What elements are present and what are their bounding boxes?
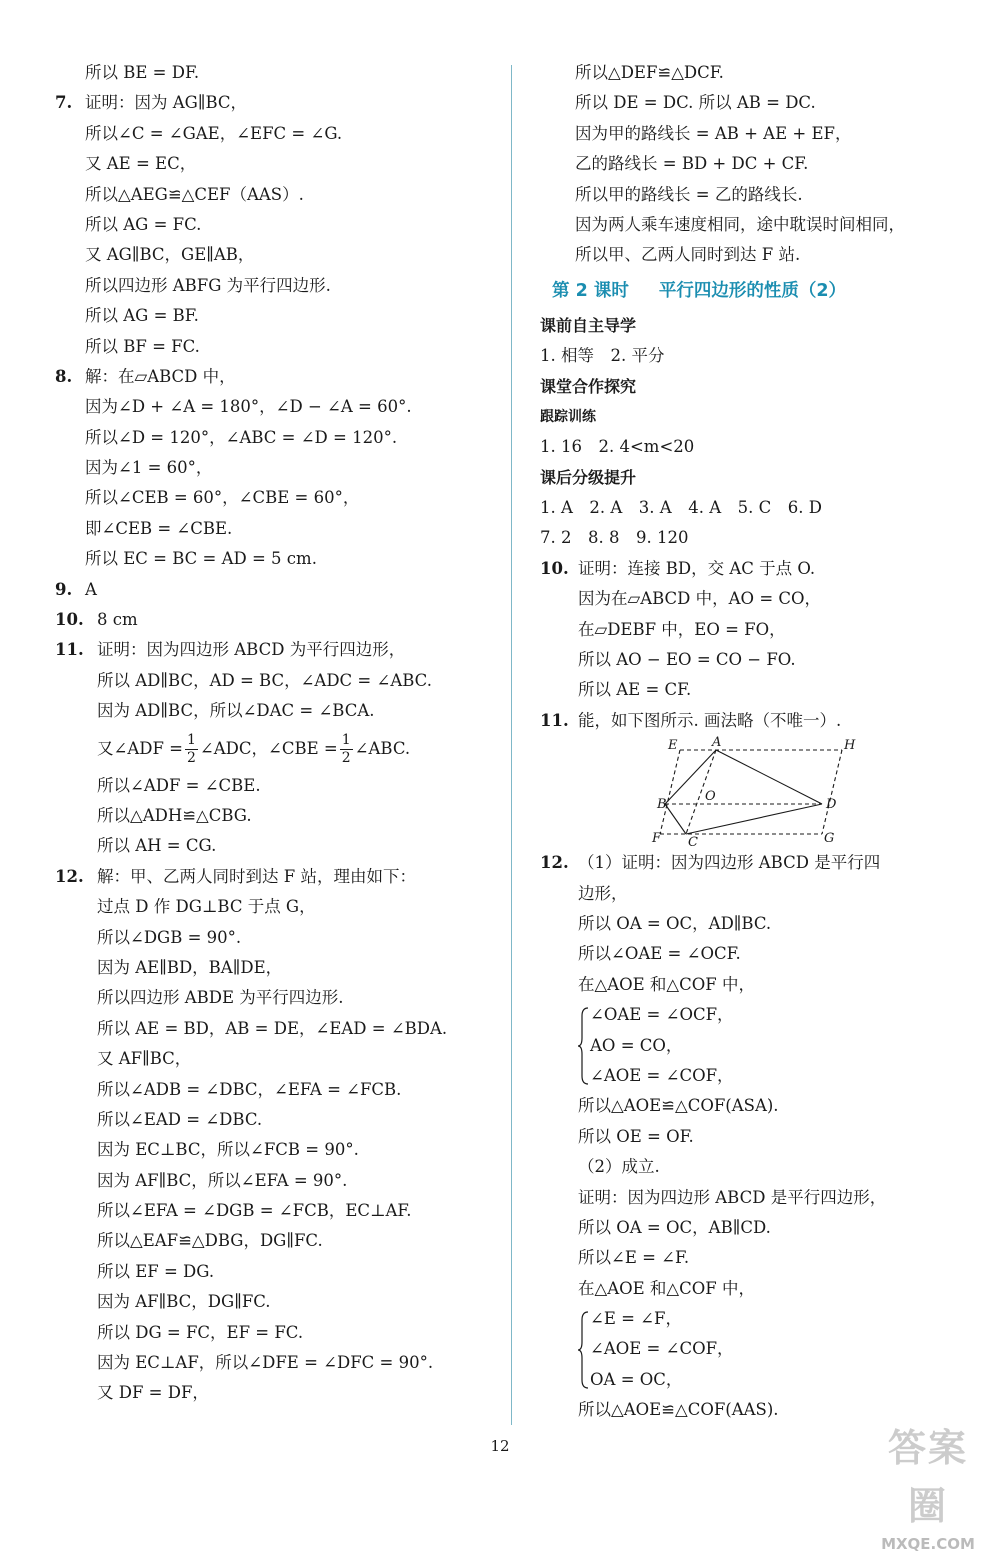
text-line: 所以 DG = FC，EF = FC.: [97, 1322, 304, 1342]
label-A: A: [712, 735, 722, 751]
text-line: 所以 DE = DC. 所以 AB = DC.: [575, 93, 816, 113]
question-9: 9. A: [55, 575, 495, 605]
text-line: 所以 AH = CG.: [97, 836, 217, 856]
question-number: 11.: [55, 640, 84, 660]
label-G: G: [824, 831, 835, 847]
text-line: 因为 AD∥BC，所以∠DAC = ∠BCA.: [97, 701, 375, 721]
column-divider: [511, 65, 512, 1425]
text-line: 因为甲的路线长 = AB + AE + EF，: [575, 123, 852, 143]
text-line: 所以 AG = FC.: [85, 214, 202, 234]
text-line: 所以 EC = BC = AD = 5 cm.: [85, 549, 317, 569]
text-line: 因为∠1 = 60°，: [85, 458, 213, 478]
text-line: 所以∠OAE = ∠OCF.: [578, 944, 741, 964]
text-line: 边形，: [578, 883, 628, 903]
section-heading: 课堂合作探究: [540, 376, 637, 396]
text-line: 所以甲的路线长 = 乙的路线长.: [575, 184, 803, 204]
text-line: 在▱DEBF 中，EO = FO，: [578, 619, 786, 639]
question-number: 10.: [540, 558, 569, 578]
answer-line: 1. 16 2. 4<m<20: [540, 437, 695, 457]
answer-line: 1. A 2. A 3. A 4. A 5. C 6. D: [540, 498, 822, 518]
text-line: 所以△DEF≌△DCF.: [575, 63, 724, 82]
label-O: O: [705, 789, 716, 805]
label-D: D: [826, 797, 837, 813]
text-line: 所以四边形 ABDE 为平行四边形.: [97, 988, 344, 1008]
text-line: 所以 AE = CF.: [578, 680, 692, 700]
text-line: 乙的路线长 = BD + DC + CF.: [575, 154, 809, 174]
text-line: 因为在▱ABCD 中，AO = CO，: [578, 589, 822, 609]
text-line: 证明：因为四边形 ABCD 是平行四边形，: [578, 1187, 887, 1207]
page-number: 12: [490, 1437, 510, 1455]
text-line: 所以四边形 ABFG 为平行四边形.: [85, 275, 331, 295]
side-CD: [686, 804, 822, 834]
parallelogram-figure: [652, 735, 860, 851]
condition-line: OA = OC，: [590, 1369, 683, 1389]
text-line: 所以△ADH≌△CBG.: [97, 805, 252, 825]
watermark-logo: 答案圈: [887, 1426, 968, 1528]
text-line: 所以△EAF≌△DBG，DG∥FC.: [97, 1231, 323, 1251]
text-line: 所以甲、乙两人同时到达 F 站.: [575, 245, 801, 265]
text-line: 所以 EF = DG.: [97, 1261, 215, 1281]
text-line: 所以∠D = 120°，∠ABC = ∠D = 120°.: [85, 427, 398, 447]
question-number: 8.: [55, 366, 73, 386]
question-number: 12.: [540, 853, 569, 873]
question-8: 8. 解：在▱ABCD 中，: [55, 362, 495, 392]
watermark-url: MXQE.COM: [881, 1535, 975, 1553]
text-line: 所以 AE = BD，AB = DE，∠EAD = ∠BDA.: [97, 1018, 448, 1038]
text-line: 所以∠CEB = 60°，∠CBE = 60°，: [85, 488, 360, 508]
question-10: 10. 证明：连接 BD，交 AC 于点 O.: [540, 554, 960, 584]
text-line: （2）成立.: [578, 1157, 660, 1177]
text-line: 在△AOE 和△COF 中，: [578, 1278, 755, 1298]
question-number: 11.: [540, 710, 569, 730]
condition-group-2: [540, 1304, 960, 1395]
text-line: 因为∠D + ∠A = 180°，∠D − ∠A = 60°.: [85, 397, 412, 417]
fraction-line: 又∠ADF = $\frac{1}{2}$ ∠ADC，∠CBE = $\frac{1}{2}$ ∠ABC.: [97, 731, 411, 766]
question-12: 12. 解：甲、乙两人同时到达 F 站，理由如下：: [55, 862, 495, 892]
text-line: 因为 EC⊥BC，所以∠FCB = 90°.: [97, 1140, 359, 1160]
side-BC: [665, 804, 686, 834]
question-7: 7. 证明：因为 AG∥BC，: [55, 88, 495, 118]
question-11: 11. 证明：因为四边形 ABCD 为平行四边形，: [55, 635, 495, 665]
side-AD: [716, 750, 822, 804]
text-line: 所以∠DGB = 90°.: [97, 927, 242, 947]
fraction-half: $\frac{1}{2}$: [341, 731, 351, 766]
text-line: 所以 OA = OC，AB∥CD.: [578, 1217, 771, 1237]
text-line: 又 AE = EC，: [85, 154, 197, 174]
right-column: [540, 58, 960, 1426]
question-11: 11. 能，如下图所示. 画法略（不唯一）.: [540, 706, 960, 736]
text-line: 在△AOE 和△COF 中，: [578, 974, 755, 994]
text-line: 所以∠EAD = ∠DBC.: [97, 1109, 263, 1129]
section-heading: 课前自主导学: [540, 315, 637, 335]
label-F: F: [652, 831, 662, 847]
condition-line: ∠E = ∠F，: [590, 1309, 682, 1329]
text-line: 因为两人乘车速度相同，途中耽误时间相同，: [575, 214, 905, 234]
text-line: 所以△AOE≌△COF(AAS).: [578, 1400, 779, 1420]
answer-line: 1. 相等 2. 平分: [540, 346, 665, 366]
text-line: 因为 AF∥BC，DG∥FC.: [97, 1292, 271, 1312]
question-number: 12.: [55, 866, 84, 886]
text-line: 即∠CEB = ∠CBE.: [85, 518, 233, 538]
text-line: 所以∠ADF = ∠CBE.: [97, 775, 261, 795]
condition-line: ∠AOE = ∠COF，: [590, 1065, 734, 1085]
label-H: H: [844, 738, 856, 754]
left-column: [55, 58, 495, 1409]
label-B: B: [657, 797, 667, 813]
text-line: 又 AF∥BC，: [97, 1049, 192, 1069]
subsection-heading: 跟踪训练: [540, 408, 596, 425]
label-C: C: [688, 835, 698, 851]
line-HG: [822, 750, 842, 834]
left-brace: [578, 1006, 590, 1086]
text-line: 过点 D 作 DG⊥BC 于点 G，: [97, 897, 316, 917]
text-line: 因为 AE∥BD，BA∥DE，: [97, 957, 283, 977]
condition-line: ∠OAE = ∠OCF，: [590, 1005, 734, 1025]
text-line: 因为 EC⊥AF，所以∠DFE = ∠DFC = 90°.: [97, 1353, 434, 1373]
condition-line: AO = CO，: [590, 1035, 683, 1055]
text-line: 又 AG∥BC，GE∥AB，: [85, 245, 255, 265]
answer-line: 7. 2 8. 8 9. 120: [540, 528, 689, 548]
watermark: [878, 1419, 978, 1553]
text-line: 所以∠ADB = ∠DBC，∠EFA = ∠FCB.: [97, 1079, 402, 1099]
label-E: E: [668, 738, 678, 754]
text-line: 所以∠EFA = ∠DGB = ∠FCB，EC⊥AF.: [97, 1201, 412, 1221]
text-line: 所以∠C = ∠GAE，∠EFC = ∠G.: [85, 123, 343, 143]
question-12: 12. （1）证明：因为四边形 ABCD 是平行四: [540, 848, 960, 878]
text-line: 所以 AG = BF.: [85, 306, 199, 326]
question-10: 10. 8 cm: [55, 605, 495, 635]
text-line: 因为 AF∥BC，所以∠EFA = 90°.: [97, 1170, 348, 1190]
text-line: 所以 OE = OF.: [578, 1126, 694, 1146]
left-brace: [578, 1310, 590, 1390]
question-number: 10.: [55, 610, 84, 630]
text-line: 所以 OA = OC，AD∥BC.: [578, 913, 772, 933]
question-number: 9.: [55, 579, 73, 599]
condition-group-1: [540, 1000, 960, 1091]
text-line: 所以△AOE≌△COF(ASA).: [578, 1096, 779, 1116]
text-line: 所以 BE = DF.: [85, 63, 200, 82]
question-number: 7.: [55, 93, 73, 113]
text-line: 所以 AO − EO = CO − FO.: [578, 650, 796, 670]
text-line: 所以 AD∥BC，AD = BC，∠ADC = ∠ABC.: [97, 670, 432, 690]
section-heading: 课后分级提升: [540, 467, 637, 487]
text-line: 所以∠E = ∠F.: [578, 1248, 690, 1268]
fraction-half: $\frac{1}{2}$: [187, 731, 196, 766]
condition-line: ∠AOE = ∠COF，: [590, 1339, 734, 1359]
text-line: 所以△AEG≌△CEF（AAS）.: [85, 184, 304, 204]
text-line: 所以 BF = FC.: [85, 336, 200, 356]
text-line: 又 DF = DF，: [97, 1383, 209, 1403]
lesson-title: 第 2 课时 平行四边形的性质（2）: [552, 280, 847, 301]
